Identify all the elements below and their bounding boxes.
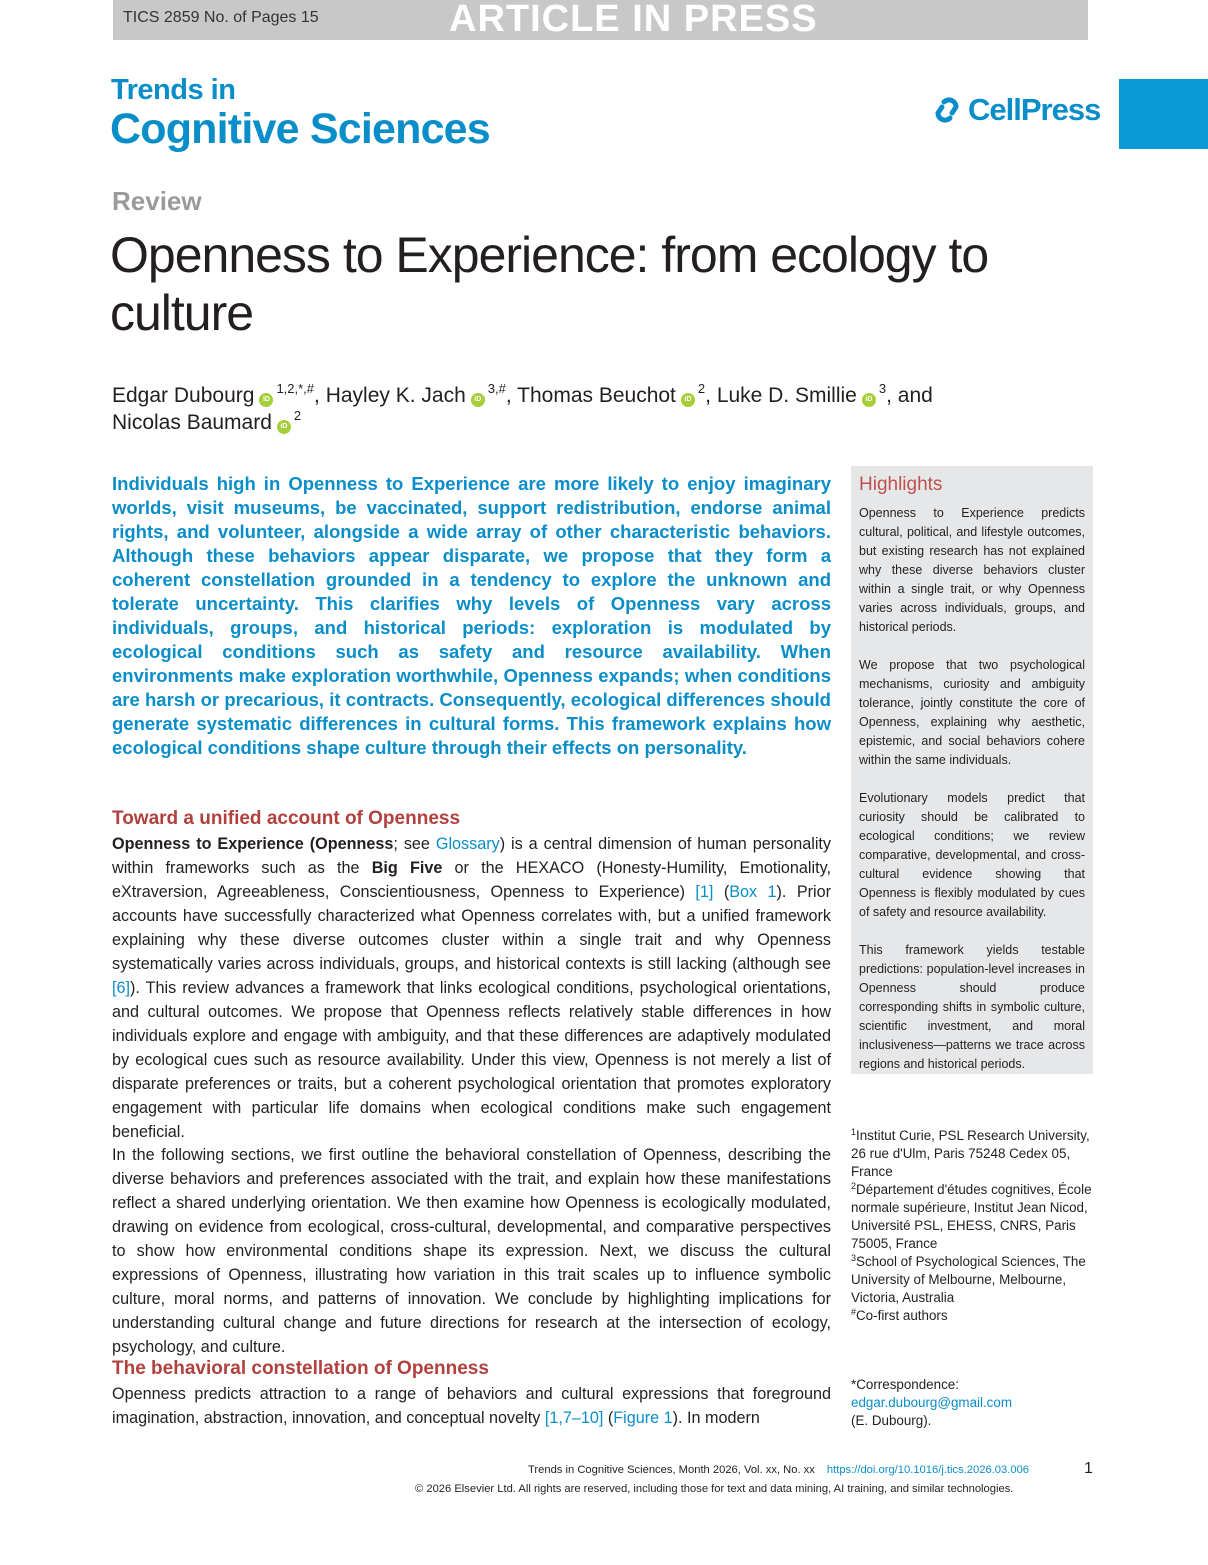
author-name: Luke D. Smillie — [716, 384, 857, 407]
article-title: Openness to Experience: from ecology to culture — [110, 227, 989, 341]
section-heading-behavioral-constellation: The behavioral constellation of Openness — [112, 1358, 489, 1379]
body-paragraph-1: Openness to Experience (Openness; see Glossary) is a central dimension of human personality within frameworks such as the Big Five or the HEXACO (Honesty-Humility, Emotionality, eXtraversion, Agreeableness, Conscientiousness, Openness to Experience) [1] (Box 1). Prior accounts have successfully characterized what Openness correlates with, but a unified framework explaining why these diverse outcomes cluster within a single trait and why Openness systematically varies across individuals, groups, and historical contexts is still lacking (although see [6]). This review advances a framework that links ecological conditions, psychological orientations, and cultural outcomes. We propose that Openness reflects relatively stable differences in how individuals explore and engage with ambiguity, and that these differences are adaptively modulated by ecological cues such as resource availability. Under this view, Openness is not merely a list of disparate preferences or traits, but a coherent psychological orientation that promotes exploratory engagement with particular life domains when ecological conditions make such engagement beneficial. — [112, 835, 832, 1141]
orcid-icon[interactable]: iD — [862, 393, 876, 407]
glossary-link[interactable]: Glossary — [435, 835, 500, 853]
author-name: Nicolas Baumard — [112, 411, 272, 434]
correspondence-name: (E. Dubourg). — [851, 1413, 932, 1428]
correspondence — [851, 1376, 1101, 1430]
affiliation-item: $^2$Département d'études cognitives, École normale supérieure, Institut Jean Nicod, Université PSL, EHESS, CNRS, Paris 75005, France — [851, 1181, 1092, 1251]
term-openness: Openness to Experience (Openness — [112, 835, 394, 853]
highlights-heading: Highlights — [859, 474, 943, 495]
box-link[interactable]: Box 1 — [729, 883, 777, 901]
article-in-press-banner — [113, 0, 1088, 40]
correspondence-label: *Correspondence: — [851, 1377, 959, 1392]
cellpress-link-icon — [930, 93, 964, 127]
author-list: Edgar Dubourg $iD^{1,2,*,\#}$, Hayley K. Jach $iD^{3,\#}$, Thomas Beuchot $iD^2$, Luke D. Smillie $iD^3$, and Nicolas Baumard $iD^2$ — [112, 381, 933, 434]
figure-link[interactable]: Figure 1 — [613, 1409, 673, 1427]
author-affiliation-marks: 2 — [293, 408, 302, 423]
author-affiliation-marks: 3 — [878, 381, 887, 396]
highlight-item: Openness to Experience predicts cultural, political, and lifestyle outcomes, but existing research has not explained why these diverse behaviors cluster within a single trait, or why Openness varies across individuals, groups, and historical periods. — [859, 506, 1085, 634]
correspondence-email-link[interactable]: edgar.dubourg@gmail.com — [851, 1395, 1012, 1410]
doi-link[interactable]: https://doi.org/10.1016/j.tics.2026.03.006 — [826, 1464, 1030, 1476]
author-name: Hayley K. Jach — [325, 384, 466, 407]
body-paragraph-2: In the following sections, we first outline the behavioral constellation of Openness, describing the diverse behaviors and preferences associated with the trait, and explain how these manifestations reflect a shared underlying orientation. We then examine how Openness is ecologically modulated, drawing on evidence from ecological, cross-cultural, developmental, and comparative perspectives to show how environmental conditions shape its expression. Next, we discuss the cultural expressions of Openness, illustrating how variation in this trait scales up to influence symbolic culture, moral norms, and patterns of innovation. We conclude by highlighting implications for understanding cultural change and future directions for research at the intersection of ecology, psychology, and culture. — [112, 1146, 831, 1356]
orcid-icon[interactable]: iD — [471, 393, 485, 407]
reference-link[interactable]: [1] — [695, 883, 714, 901]
author-affiliation-marks: 2 — [697, 381, 706, 396]
abstract: Individuals high in Openness to Experience are more likely to enjoy imaginary worlds, visit museums, be vaccinated, support redistribution, endorse animal rights, and volunteer, alongside a wide array of other characteristic behaviors. Although these behaviors appear disparate, we propose that they form a coherent constellation grounded in a tendency to explore the unknown and tolerate uncertainty. This clarifies why levels of Openness vary across individuals, groups, and historical periods: exploration is modulated by ecological conditions such as safety and resource availability. When environments make exploration worthwhile, Openness expands; when conditions are harsh or precarious, it contracts. Consequently, ecological differences should generate systematic differences in cultural forms. This framework explains how ecological conditions shape culture through their effects on personality. — [112, 473, 831, 758]
copyright-notice: © 2026 Elsevier Ltd. All rights are reserved, including those for text and data mining, AI training, and similar technologies. — [415, 1483, 1014, 1495]
journal-name-line2: Cognitive Sciences — [110, 105, 490, 153]
orcid-icon[interactable]: iD — [259, 393, 273, 407]
highlight-item: Evolutionary models predict that curiosity should be calibrated to ecological conditions; we review comparative, developmental, and cross-cultural evidence showing that Openness is flexibly modulated by cues of safety and resource availability. — [859, 791, 1085, 919]
body-paragraph-3: Openness predicts attraction to a range of behaviors and cultural expressions that foreground imagination, abstraction, innovation, and conceptual novelty [1,7–10] (Figure 1). In modern — [112, 1385, 831, 1427]
page-number: 1 — [1084, 1460, 1093, 1477]
brand-block — [1119, 79, 1208, 149]
reference-link[interactable]: [6] — [112, 979, 130, 997]
highlight-item: We propose that two psychological mechanisms, curiosity and ambiguity tolerance, jointly constitute the core of Openness, explaining why aesthetic, epistemic, and social behaviors cohere within the same individuals. — [859, 658, 1085, 767]
footer-citation — [528, 1464, 1029, 1476]
section-heading-unified-account: Toward a unified account of Openness — [112, 808, 461, 829]
reference-link[interactable]: [1,7–10] — [544, 1409, 604, 1427]
author-affiliation-marks: 1,2,*,# — [276, 381, 315, 396]
article-type: Review — [112, 186, 202, 216]
publisher-name: CellPress — [968, 92, 1101, 127]
author-name: Edgar Dubourg — [112, 384, 255, 407]
article-in-press-label: ARTICLE IN PRESS — [449, 0, 818, 40]
author-affiliation-marks: 3,# — [487, 381, 506, 396]
citation-text: Trends in Cognitive Sciences, Month 2026, Vol. xx, No. xx — [528, 1464, 815, 1476]
orcid-icon[interactable]: iD — [681, 393, 695, 407]
affiliation-item: $^3$School of Psychological Sciences, The University of Melbourne, Melbourne, Victoria, Australia — [851, 1253, 1086, 1305]
author-name: Thomas Beuchot — [517, 384, 676, 407]
journal-name-line1: Trends in — [111, 74, 236, 106]
affiliation-item: #Co-first authors — [851, 1307, 948, 1323]
cellpress-logo — [930, 90, 1100, 130]
highlights-box — [851, 466, 1093, 1074]
affiliation-item: $^1$Institut Curie, PSL Research University, 26 rue d'Ulm, Paris 75248 Cedex 05, France — [851, 1127, 1090, 1179]
highlight-item: This framework yields testable predictions: population-level increases in Openness should produce corresponding shifts in symbolic culture, scientific investment, and moral inclusiveness—patterns we trace across regions and historical periods. — [859, 943, 1085, 1071]
pages-info: TICS 2859 No. of Pages 15 — [123, 9, 319, 26]
term-big-five: Big Five — [371, 859, 443, 877]
orcid-icon[interactable]: iD — [277, 420, 291, 434]
and-word: and — [897, 384, 933, 407]
affiliations — [851, 1127, 1101, 1325]
